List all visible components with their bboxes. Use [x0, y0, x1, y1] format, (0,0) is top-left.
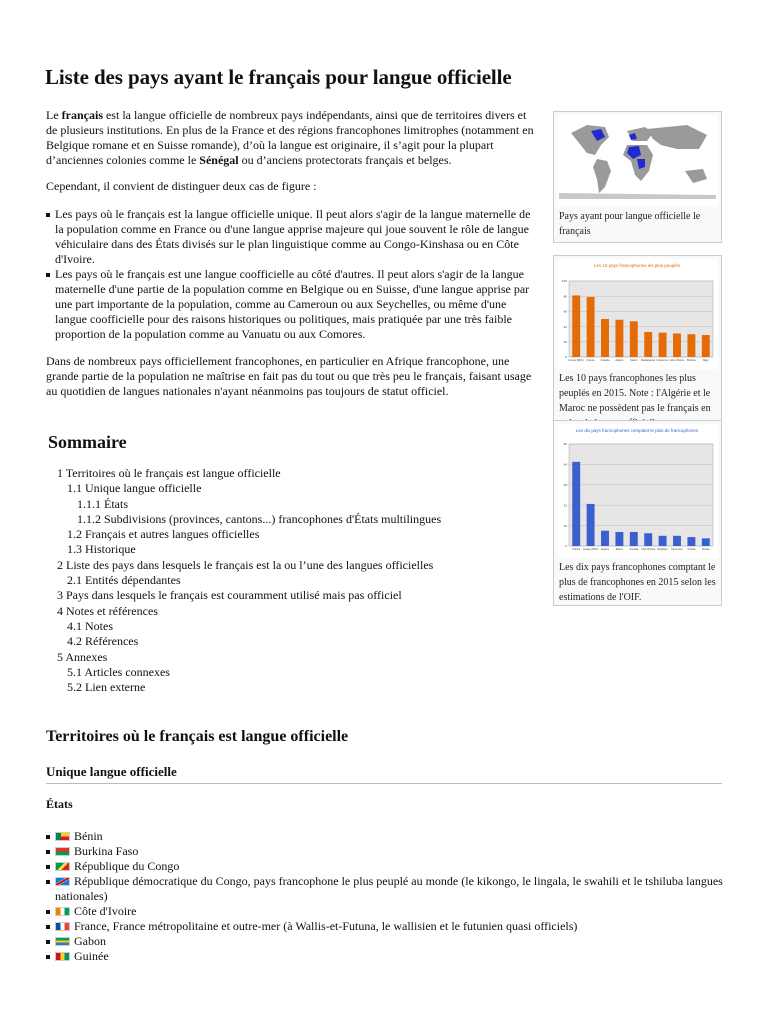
intro-text-3: ou d’anciens protectorats français et belges.	[238, 153, 452, 167]
state-link[interactable]: Burkina Faso	[74, 844, 139, 858]
chart1-image[interactable]	[557, 259, 718, 369]
guinea-flag-icon	[55, 952, 70, 961]
bar	[630, 321, 638, 357]
bar	[644, 533, 652, 546]
y-tick-label: 80	[563, 294, 567, 299]
x-tick-label: Algérie	[600, 548, 610, 551]
y-tick-label: 64	[563, 462, 567, 467]
x-tick-label: Cameroun	[670, 548, 684, 551]
state-item	[46, 949, 726, 964]
state-item	[46, 904, 726, 919]
state-item	[46, 874, 726, 904]
toc-item[interactable]: 1 Territoires où le français est langue officielle	[57, 466, 281, 480]
chart2-caption: Les dix pays francophones comptant le plus de francophones en 2015 selon les estimations de l'OIF.	[559, 562, 716, 603]
toc-item[interactable]: 1.3 Historique	[67, 542, 136, 557]
bar	[659, 333, 667, 357]
toc-item[interactable]: 5.1 Articles connexes	[67, 664, 170, 679]
france-flag-icon	[55, 922, 70, 931]
toc-item[interactable]: 2.1 Entités dépendantes	[67, 573, 181, 588]
bar	[630, 532, 638, 546]
state-link[interactable]: France, France métropolitaine et outre-mer (à Wallis-et-Futuna, le wallisien et le futunien quasi officiels)	[74, 919, 578, 933]
bar	[702, 538, 710, 546]
cases-intro: Cependant, il convient de distinguer deux cas de figure :	[46, 179, 317, 193]
map-figure	[553, 111, 722, 243]
bar	[673, 333, 681, 357]
x-tick-label: Cameroun	[656, 359, 669, 362]
bar	[601, 531, 609, 546]
bar	[687, 537, 695, 546]
subsubsection-heading: États	[46, 797, 73, 811]
toc-item[interactable]: 1.1.2 Subdivisions (provinces, cantons...) francophones d'États multilingues	[77, 511, 442, 526]
toc-item[interactable]: 4 Notes et références	[57, 603, 158, 618]
state-item	[46, 844, 726, 859]
chart2-figure	[553, 420, 722, 606]
rdc-flag-icon	[55, 877, 70, 886]
y-tick-label: 20	[563, 340, 567, 344]
intro-link-senegal[interactable]: Sénégal	[199, 153, 239, 167]
burkina-flag-icon	[55, 847, 70, 856]
gabon-flag-icon	[55, 937, 70, 946]
bar	[615, 320, 623, 357]
states-list	[46, 829, 726, 964]
x-tick-label: Canada	[600, 359, 610, 362]
ivory-coast-flag-icon	[55, 907, 70, 916]
page-title: Liste des pays ayant le français pour langue officielle	[45, 65, 512, 89]
toc-item[interactable]: 3 Pays dans lesquels le français est couramment utilisé mais pas officiel	[57, 588, 402, 603]
state-link[interactable]: Côte d'Ivoire	[74, 904, 137, 918]
world-map	[557, 115, 718, 203]
x-tick-label: Tunisie	[687, 548, 696, 551]
context-paragraph: Dans de nombreux pays officiellement francophones, en particulier en Afrique francophone, une grande partie de la population ne maîtrise en fait pas du tout ou que très peu le français, faisant usage au quotidien de langues nationales n'ayant néanmoins pas toujours de statut officiel.	[46, 354, 532, 398]
bar	[572, 295, 580, 357]
x-tick-label: Maroc	[630, 359, 638, 362]
intro-paragraph	[46, 108, 536, 168]
x-tick-label: Congo (RDC)	[582, 548, 599, 551]
toc-item[interactable]: 1.2 Français et autres langues officielles	[67, 527, 260, 542]
y-tick-label: 60	[563, 309, 567, 314]
toc-item[interactable]: 4.2 Références	[67, 634, 139, 649]
toc-item[interactable]: 2 Liste des pays dans lesquels le français est la ou l’une des langues officielles	[57, 557, 434, 572]
toc-item[interactable]: 5.2 Lien externe	[67, 680, 146, 695]
bar	[587, 504, 595, 546]
state-item	[46, 829, 726, 844]
chart1-caption: Les 10 pays francophones les plus peuplés en 2015. Note : l'Algérie et le Maroc ne possèdent pas le français en	[559, 373, 711, 414]
bar	[615, 532, 623, 546]
state-link[interactable]: Bénin	[74, 829, 103, 843]
x-tick-label: Algérie	[615, 359, 624, 362]
state-item	[46, 859, 726, 874]
toc-title: Sommaire	[48, 432, 127, 452]
y-tick-label: 40	[563, 324, 567, 329]
bar	[673, 536, 681, 546]
chart2-title: Les dix pays francophones comptant le plus de francophones	[575, 428, 699, 433]
table-of-contents	[57, 466, 517, 695]
congo-flag-icon	[55, 862, 70, 871]
toc-item[interactable]: 4.1 Notes	[67, 618, 113, 633]
y-tick-label: 16	[563, 523, 567, 528]
map-caption: Pays ayant pour langue officielle le français	[559, 211, 701, 237]
chart2-svg	[557, 424, 718, 554]
state-item	[46, 919, 726, 934]
x-tick-label: France	[572, 548, 581, 551]
toc-item[interactable]: 1.1.1 États	[77, 496, 128, 511]
state-item	[46, 934, 726, 949]
toc-item[interactable]: 5 Annexes	[57, 649, 108, 664]
intro-text-2: est la langue officielle de nombreux pays indépendants, ainsi que de territoires divers et de plusieurs institutions. En plus de la France et des régions francophones limitrophes (notamment en Belgique romane et en Suisse romande), d’où la langue est originaire, il s’agit pour la plupart d’anciennes colonies comme le	[46, 108, 534, 167]
x-tick-label: Suisse	[701, 548, 710, 551]
y-tick-label: 0	[565, 544, 567, 549]
subsection-heading: Unique langue officielle	[46, 764, 722, 784]
bar	[587, 297, 595, 357]
y-tick-label: 48	[563, 483, 567, 487]
x-tick-label: Côte d'Ivoire	[640, 548, 656, 551]
x-tick-label: Niger	[702, 359, 709, 362]
x-tick-label: France	[586, 359, 595, 362]
state-link[interactable]: République démocratique du Congo, pays francophone le plus peuplé au monde (le kikongo, le lingala, le swahili et le tshiluba langues nationales)	[55, 874, 723, 903]
y-tick-label: 0	[565, 355, 567, 360]
y-tick-label: 32	[563, 503, 567, 508]
x-tick-label: Maroc	[615, 548, 624, 551]
state-link[interactable]: Guinée	[74, 949, 109, 963]
benin-flag-icon	[55, 832, 70, 841]
chart1-title: Les 10 pays francophones les plus peuplés	[593, 263, 681, 268]
section-heading: Territoires où le français est langue officielle	[46, 728, 349, 745]
cases-list	[46, 207, 538, 342]
x-tick-label: Congo (RDC)	[568, 359, 585, 362]
state-link[interactable]: Gabon	[74, 934, 106, 948]
bar	[644, 332, 652, 357]
bar	[601, 319, 609, 357]
bar	[572, 462, 580, 546]
x-tick-label: Canada	[629, 548, 639, 551]
bar	[687, 334, 695, 357]
chart1-figure	[553, 255, 722, 430]
bar	[659, 536, 667, 546]
chart1-svg	[557, 259, 718, 365]
y-tick-label: 80	[563, 442, 567, 447]
y-tick-label: 100	[561, 279, 567, 284]
intro-link-francais[interactable]: français	[61, 108, 103, 122]
x-tick-label: Madagascar	[641, 359, 656, 362]
toc-item[interactable]: 1.1 Unique langue officielle	[67, 481, 202, 496]
case-item: Les pays où le français est la langue officielle unique. Il peut alors s'agir de la langue maternelle de la population comme en France ou d'une langue apprise majeure qui joue souvent le rôle de langue véhiculaire dans des États divisés sur le plan linguistique comme au Congo-Kinshasa ou en Côte d'Ivoire.	[46, 207, 538, 267]
world-map-image[interactable]	[557, 115, 718, 207]
case-item: Les pays où le français est une langue coofficielle au côté d'autres. Il peut alors s'agir de la langue maternelle d'une partie de la population comme en Belgique ou en Suisse, d'une langue apprise par une part importante de la population, comme au Cameroun ou aux Seychelles, ou même d'une langue coofficielle pour des raisons historiques ou politiques, mais pratiquée par une très faible proportion de la population comme au Vanuatu ou aux Comores.	[46, 267, 538, 342]
state-link[interactable]: République du Congo	[74, 859, 180, 873]
x-tick-label: Burkina	[687, 359, 696, 362]
x-tick-label: Côte d'Ivoire	[669, 359, 685, 362]
bar	[702, 335, 710, 357]
chart2-image[interactable]	[557, 424, 718, 558]
intro-text-1: Le	[46, 108, 62, 122]
x-tick-label: Belgique	[657, 548, 668, 551]
